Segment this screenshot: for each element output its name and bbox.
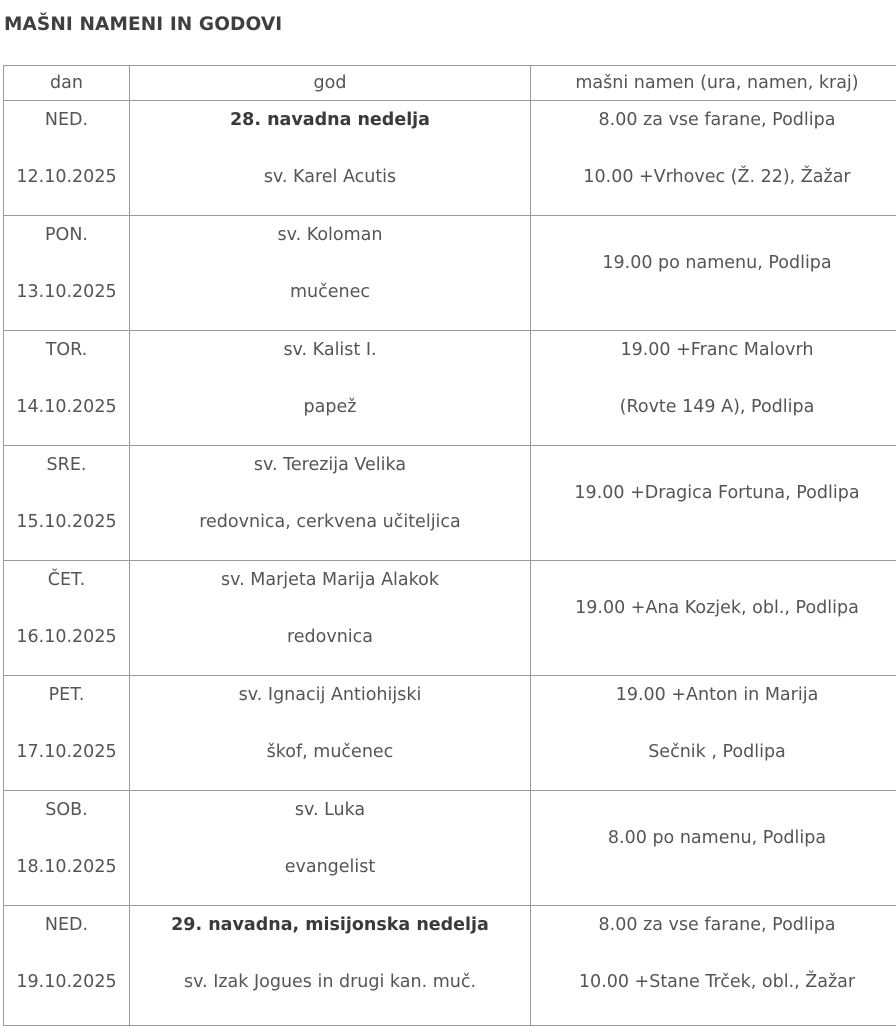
feast-subtitle: sv. Izak Jogues in drugi kan. muč. [184, 967, 476, 997]
weekday-label: NED. [45, 105, 88, 135]
table-row [4, 101, 896, 216]
mass-intention-line: 19.00 +Anton in Marija [616, 680, 819, 710]
mass-cell [531, 791, 896, 906]
day-cell [4, 791, 130, 906]
date-label: 14.10.2025 [16, 392, 116, 422]
feast-subtitle: evangelist [285, 852, 376, 882]
date-label: 19.10.2025 [16, 967, 116, 997]
table-row [4, 216, 896, 331]
mass-cell [531, 676, 896, 791]
mass-cell [531, 906, 896, 1026]
date-label: 12.10.2025 [16, 162, 116, 192]
table-row [4, 561, 896, 676]
feast-title: sv. Marjeta Marija Alakok [221, 565, 439, 595]
feast-subtitle: redovnica, cerkvena učiteljica [199, 507, 461, 537]
date-label: 13.10.2025 [16, 277, 116, 307]
mass-intention-line: 8.00 za vse farane, Podlipa [599, 105, 836, 135]
feast-cell [130, 676, 531, 791]
weekday-label: NED. [45, 910, 88, 940]
weekday-label: ČET. [48, 565, 85, 595]
date-label: 18.10.2025 [16, 852, 116, 882]
feast-cell [130, 216, 531, 331]
mass-cell [531, 446, 896, 561]
day-cell [4, 676, 130, 791]
feast-cell [130, 906, 531, 1026]
weekday-label: TOR. [46, 335, 88, 365]
mass-intention-line: 19.00 +Franc Malovrh [620, 335, 813, 365]
feast-title: sv. Terezija Velika [254, 450, 406, 480]
feast-subtitle: papež [304, 392, 357, 422]
day-cell [4, 216, 130, 331]
mass-intention-line: 19.00 +Dragica Fortuna, Podlipa [531, 478, 896, 508]
feast-title: sv. Luka [295, 795, 365, 825]
page-title: MAŠNI NAMENI IN GODOVI [4, 14, 282, 35]
table-row [4, 446, 896, 561]
column-header-day: dan [4, 66, 130, 101]
mass-intention-line: 10.00 +Stane Trček, obl., Žažar [579, 967, 855, 997]
day-cell [4, 331, 130, 446]
weekday-label: SRE. [47, 450, 87, 480]
feast-title: 28. navadna nedelja [230, 105, 430, 135]
mass-intention-line: Sečnik , Podlipa [648, 737, 786, 767]
mass-intention-line: 10.00 +Vrhovec (Ž. 22), Žažar [583, 162, 850, 192]
column-header-feast: god [130, 66, 531, 101]
mass-schedule-table [3, 65, 896, 1026]
feast-title: 29. navadna, misijonska nedelja [171, 910, 489, 940]
table-header-row [4, 66, 896, 101]
feast-subtitle: sv. Karel Acutis [264, 162, 396, 192]
feast-cell [130, 101, 531, 216]
date-label: 17.10.2025 [16, 737, 116, 767]
feast-title: sv. Koloman [278, 220, 383, 250]
feast-cell [130, 331, 531, 446]
weekday-label: PON. [45, 220, 88, 250]
feast-cell [130, 791, 531, 906]
feast-subtitle: mučenec [290, 277, 370, 307]
mass-cell [531, 331, 896, 446]
feast-title: sv. Ignacij Antiohijski [239, 680, 422, 710]
date-label: 15.10.2025 [16, 507, 116, 537]
day-cell [4, 446, 130, 561]
mass-cell [531, 216, 896, 331]
column-header-mass: mašni namen (ura, namen, kraj) [531, 66, 896, 101]
feast-subtitle: škof, mučenec [267, 737, 394, 767]
day-cell [4, 561, 130, 676]
feast-cell [130, 561, 531, 676]
date-label: 16.10.2025 [16, 622, 116, 652]
weekday-label: SOB. [45, 795, 87, 825]
mass-intention-line: 8.00 za vse farane, Podlipa [599, 910, 836, 940]
mass-cell [531, 101, 896, 216]
mass-intention-line: 19.00 po namenu, Podlipa [531, 248, 896, 278]
mass-intention-line: 19.00 +Ana Kozjek, obl., Podlipa [531, 593, 896, 623]
day-cell [4, 906, 130, 1026]
day-cell [4, 101, 130, 216]
mass-cell [531, 561, 896, 676]
feast-subtitle: redovnica [287, 622, 373, 652]
feast-cell [130, 446, 531, 561]
mass-intention-line: (Rovte 149 A), Podlipa [620, 392, 815, 422]
table-row [4, 676, 896, 791]
feast-title: sv. Kalist I. [283, 335, 376, 365]
weekday-label: PET. [49, 680, 85, 710]
table-row [4, 331, 896, 446]
table-row [4, 906, 896, 1026]
table-row [4, 791, 896, 906]
mass-intention-line: 8.00 po namenu, Podlipa [531, 823, 896, 853]
